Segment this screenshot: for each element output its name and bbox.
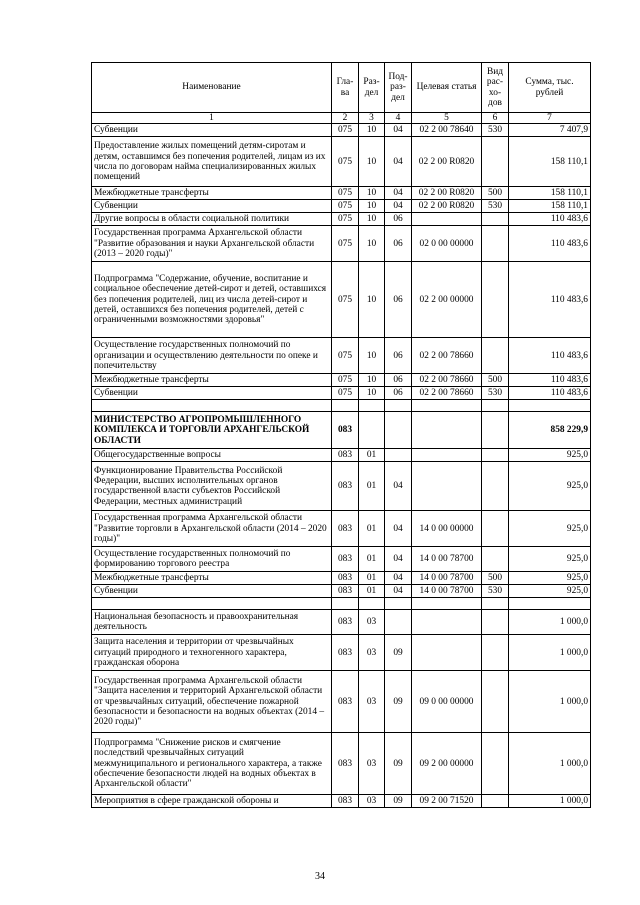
cell-vid (482, 462, 509, 511)
column-index: 4 (385, 113, 412, 124)
cell-name: Предоставление жилых помещений детям-сиротам и детям, оставшимся без попечения родителей, лицам из их числа по договорам найма специализированных жилых помещений (92, 137, 332, 187)
table-row (92, 187, 591, 200)
cell-vid (482, 213, 509, 226)
cell-razdel: 01 (359, 547, 385, 572)
cell-razdel: 01 (359, 572, 385, 585)
cell-razdel: 01 (359, 585, 385, 598)
cell-razdel: 03 (359, 671, 385, 733)
cell-name: Осуществление государственных полномочий по формированию торгового реестра (92, 547, 332, 572)
table-row (92, 374, 591, 387)
cell-vid: 530 (482, 200, 509, 213)
empty-cell (332, 598, 359, 610)
cell-razdel: 10 (359, 387, 385, 400)
cell-glava: 075 (332, 187, 359, 200)
cell-statya: 02 2 00 00000 (412, 262, 482, 338)
empty-cell (332, 400, 359, 412)
cell-statya: 02 0 00 00000 (412, 226, 482, 262)
cell-statya: 02 2 00 78660 (412, 338, 482, 374)
cell-statya: 02 2 00 78660 (412, 387, 482, 400)
cell-summa: 1 000,0 (509, 733, 591, 795)
cell-podrazdel: 09 (385, 635, 412, 671)
cell-glava: 083 (332, 585, 359, 598)
cell-razdel (359, 412, 385, 449)
cell-glava: 083 (332, 449, 359, 462)
cell-name: Субвенции (92, 200, 332, 213)
cell-razdel: 10 (359, 374, 385, 387)
header-razdel: Раз-дел (359, 63, 385, 113)
cell-name: Общегосударственные вопросы (92, 449, 332, 462)
cell-razdel: 10 (359, 226, 385, 262)
empty-cell (509, 400, 591, 412)
cell-glava: 083 (332, 733, 359, 795)
cell-summa: 925,0 (509, 585, 591, 598)
spacer-row (92, 598, 591, 610)
cell-statya: 14 0 00 78700 (412, 572, 482, 585)
cell-podrazdel: 06 (385, 374, 412, 387)
empty-cell (482, 598, 509, 610)
header-row (92, 63, 591, 113)
cell-statya: 02 2 00 R0820 (412, 187, 482, 200)
cell-name: Субвенции (92, 124, 332, 137)
cell-podrazdel: 06 (385, 213, 412, 226)
cell-statya: 02 2 00 78640 (412, 124, 482, 137)
cell-summa: 1 000,0 (509, 610, 591, 635)
cell-razdel: 10 (359, 200, 385, 213)
cell-statya: 02 2 00 R0820 (412, 200, 482, 213)
budget-table (91, 62, 591, 808)
header-glava: Гла-ва (332, 63, 359, 113)
cell-vid (482, 635, 509, 671)
cell-podrazdel: 04 (385, 187, 412, 200)
table-row (92, 671, 591, 733)
cell-summa: 110 483,6 (509, 387, 591, 400)
cell-vid (482, 137, 509, 187)
cell-podrazdel: 06 (385, 226, 412, 262)
cell-statya: 14 0 00 78700 (412, 585, 482, 598)
cell-summa: 110 483,6 (509, 213, 591, 226)
cell-name: Функционирование Правительства Российской Федерации, высших исполнительных органов государственной власти субъектов Российской Федерации, местных администраций (92, 462, 332, 511)
table-row (92, 635, 591, 671)
cell-glava: 083 (332, 671, 359, 733)
cell-name: Защита населения и территории от чрезвычайных ситуаций природного и техногенного характера, гражданская оборона (92, 635, 332, 671)
cell-name: Межбюджетные трансферты (92, 374, 332, 387)
cell-summa: 1 000,0 (509, 795, 591, 808)
empty-cell (92, 400, 332, 412)
cell-podrazdel: 04 (385, 200, 412, 213)
cell-name: Субвенции (92, 585, 332, 598)
cell-statya (412, 462, 482, 511)
table-body (92, 124, 591, 808)
column-index: 7 (509, 113, 591, 124)
cell-name: Государственная программа Архангельской области "Развитие торговли в Архангельской области (2014 – 2020 годы)" (92, 511, 332, 547)
cell-name: Межбюджетные трансферты (92, 572, 332, 585)
cell-statya: 02 2 00 78660 (412, 374, 482, 387)
cell-summa: 110 483,6 (509, 262, 591, 338)
cell-podrazdel: 09 (385, 733, 412, 795)
cell-statya: 14 0 00 78700 (412, 547, 482, 572)
cell-summa: 110 483,6 (509, 338, 591, 374)
table-row (92, 610, 591, 635)
cell-name: Подпрограмма "Снижение рисков и смягчение последствий чрезвычайных ситуаций межмуниципального и регионального характера, а также обеспечение безопасности людей на водных объектах в Архангельской области" (92, 733, 332, 795)
cell-vid (482, 610, 509, 635)
cell-glava: 083 (332, 462, 359, 511)
table-row (92, 462, 591, 511)
cell-glava: 083 (332, 610, 359, 635)
table-row (92, 547, 591, 572)
cell-glava: 083 (332, 511, 359, 547)
cell-vid (482, 226, 509, 262)
cell-vid: 500 (482, 572, 509, 585)
cell-glava: 075 (332, 374, 359, 387)
cell-summa: 925,0 (509, 449, 591, 462)
table-row (92, 733, 591, 795)
cell-podrazdel: 04 (385, 572, 412, 585)
table-row (92, 449, 591, 462)
cell-statya (412, 412, 482, 449)
header-vid: Вид рас-хо-дов (482, 63, 509, 113)
cell-podrazdel: 04 (385, 124, 412, 137)
cell-glava: 075 (332, 387, 359, 400)
cell-razdel: 10 (359, 338, 385, 374)
cell-vid (482, 733, 509, 795)
column-index: 2 (332, 113, 359, 124)
cell-summa: 925,0 (509, 511, 591, 547)
cell-razdel: 03 (359, 610, 385, 635)
cell-razdel: 10 (359, 213, 385, 226)
cell-razdel: 01 (359, 511, 385, 547)
cell-glava: 083 (332, 635, 359, 671)
cell-podrazdel: 09 (385, 795, 412, 808)
cell-podrazdel: 04 (385, 547, 412, 572)
cell-podrazdel: 09 (385, 671, 412, 733)
cell-razdel: 10 (359, 137, 385, 187)
spacer-row (92, 400, 591, 412)
page-number: 34 (315, 871, 325, 882)
cell-statya: 02 2 00 R0820 (412, 137, 482, 187)
cell-summa: 925,0 (509, 572, 591, 585)
cell-vid (482, 511, 509, 547)
cell-name: Подпрограмма "Содержание, обучение, воспитание и социальное обеспечение детей-сирот и детей, оставшихся без попечения родителей, лиц из числа детей-сирот и детей, оставшихся без попечения родителей, детей с ограниченными возможностями здоровья" (92, 262, 332, 338)
column-index-row (92, 113, 591, 124)
empty-cell (359, 598, 385, 610)
cell-razdel: 01 (359, 462, 385, 511)
cell-summa: 1 000,0 (509, 671, 591, 733)
cell-name: Государственная программа Архангельской области "Защита населения и территорий Архангельской области от чрезвычайных ситуаций, обеспечение пожарной безопасности и безопасности на водных объектах (2014 – 2020 годы)" (92, 671, 332, 733)
cell-vid (482, 262, 509, 338)
table-row (92, 585, 591, 598)
column-index: 6 (482, 113, 509, 124)
cell-vid (482, 671, 509, 733)
cell-podrazdel: 06 (385, 338, 412, 374)
cell-podrazdel (385, 449, 412, 462)
cell-glava: 075 (332, 137, 359, 187)
column-index: 1 (92, 113, 332, 124)
empty-cell (412, 598, 482, 610)
cell-vid: 530 (482, 585, 509, 598)
table-row (92, 795, 591, 808)
cell-podrazdel: 04 (385, 462, 412, 511)
empty-cell (385, 400, 412, 412)
cell-podrazdel: 04 (385, 511, 412, 547)
header-statya: Целевая статья (412, 63, 482, 113)
table-row (92, 213, 591, 226)
cell-podrazdel: 04 (385, 137, 412, 187)
empty-cell (509, 598, 591, 610)
cell-summa: 110 483,6 (509, 374, 591, 387)
cell-name: Государственная программа Архангельской области "Развитие образования и науки Архангельской области (2013 – 2020 годы)" (92, 226, 332, 262)
cell-vid (482, 412, 509, 449)
table-row (92, 137, 591, 187)
cell-statya: 14 0 00 00000 (412, 511, 482, 547)
cell-name: Мероприятия в сфере гражданской обороны и (92, 795, 332, 808)
cell-razdel: 10 (359, 187, 385, 200)
table-row (92, 262, 591, 338)
cell-podrazdel: 06 (385, 262, 412, 338)
cell-vid (482, 449, 509, 462)
cell-vid: 500 (482, 187, 509, 200)
cell-vid: 500 (482, 374, 509, 387)
empty-cell (92, 598, 332, 610)
header-podrazdel: Под-раз-дел (385, 63, 412, 113)
table-row (92, 338, 591, 374)
table-row (92, 412, 591, 449)
cell-glava: 075 (332, 124, 359, 137)
cell-vid (482, 338, 509, 374)
cell-summa: 158 110,1 (509, 187, 591, 200)
cell-glava: 083 (332, 795, 359, 808)
cell-glava: 075 (332, 226, 359, 262)
cell-podrazdel (385, 412, 412, 449)
cell-summa: 7 407,9 (509, 124, 591, 137)
cell-vid (482, 795, 509, 808)
cell-podrazdel (385, 610, 412, 635)
cell-statya (412, 213, 482, 226)
table-row (92, 572, 591, 585)
cell-vid: 530 (482, 124, 509, 137)
cell-razdel: 10 (359, 262, 385, 338)
cell-name: Субвенции (92, 387, 332, 400)
cell-name: Межбюджетные трансферты (92, 187, 332, 200)
cell-summa: 925,0 (509, 462, 591, 511)
empty-cell (385, 598, 412, 610)
cell-summa: 858 229,9 (509, 412, 591, 449)
cell-name: МИНИСТЕРСТВО АГРОПРОМЫШЛЕННОГО КОМПЛЕКСА И ТОРГОВЛИ АРХАНГЕЛЬСКОЙ ОБЛАСТИ (92, 412, 332, 449)
table-row (92, 511, 591, 547)
cell-name: Национальная безопасность и правоохранительная деятельность (92, 610, 332, 635)
cell-summa: 158 110,1 (509, 200, 591, 213)
cell-razdel: 03 (359, 795, 385, 808)
cell-statya: 09 2 00 00000 (412, 733, 482, 795)
cell-glava: 075 (332, 213, 359, 226)
table-row (92, 387, 591, 400)
cell-glava: 083 (332, 412, 359, 449)
cell-summa: 925,0 (509, 547, 591, 572)
cell-summa: 110 483,6 (509, 226, 591, 262)
cell-glava: 083 (332, 572, 359, 585)
empty-cell (412, 400, 482, 412)
cell-razdel: 03 (359, 733, 385, 795)
cell-vid: 530 (482, 387, 509, 400)
table-row (92, 200, 591, 213)
column-index: 5 (412, 113, 482, 124)
cell-statya (412, 635, 482, 671)
header-name: Наименование (92, 63, 332, 113)
cell-statya (412, 610, 482, 635)
cell-name: Другие вопросы в области социальной политики (92, 213, 332, 226)
empty-cell (482, 400, 509, 412)
cell-statya: 09 0 00 00000 (412, 671, 482, 733)
cell-podrazdel: 04 (385, 585, 412, 598)
cell-name: Осуществление государственных полномочий по организации и осуществлению деятельности по опеке и попечительству (92, 338, 332, 374)
table-row (92, 226, 591, 262)
table-row (92, 124, 591, 137)
cell-glava: 075 (332, 338, 359, 374)
header-summa: Сумма, тыс. рублей (509, 63, 591, 113)
cell-razdel: 03 (359, 635, 385, 671)
cell-glava: 083 (332, 547, 359, 572)
cell-razdel: 01 (359, 449, 385, 462)
cell-statya (412, 449, 482, 462)
cell-summa: 1 000,0 (509, 635, 591, 671)
cell-razdel: 10 (359, 124, 385, 137)
column-index: 3 (359, 113, 385, 124)
cell-podrazdel: 06 (385, 387, 412, 400)
cell-vid (482, 547, 509, 572)
cell-statya: 09 2 00 71520 (412, 795, 482, 808)
cell-glava: 075 (332, 200, 359, 213)
cell-summa: 158 110,1 (509, 137, 591, 187)
empty-cell (359, 400, 385, 412)
cell-glava: 075 (332, 262, 359, 338)
